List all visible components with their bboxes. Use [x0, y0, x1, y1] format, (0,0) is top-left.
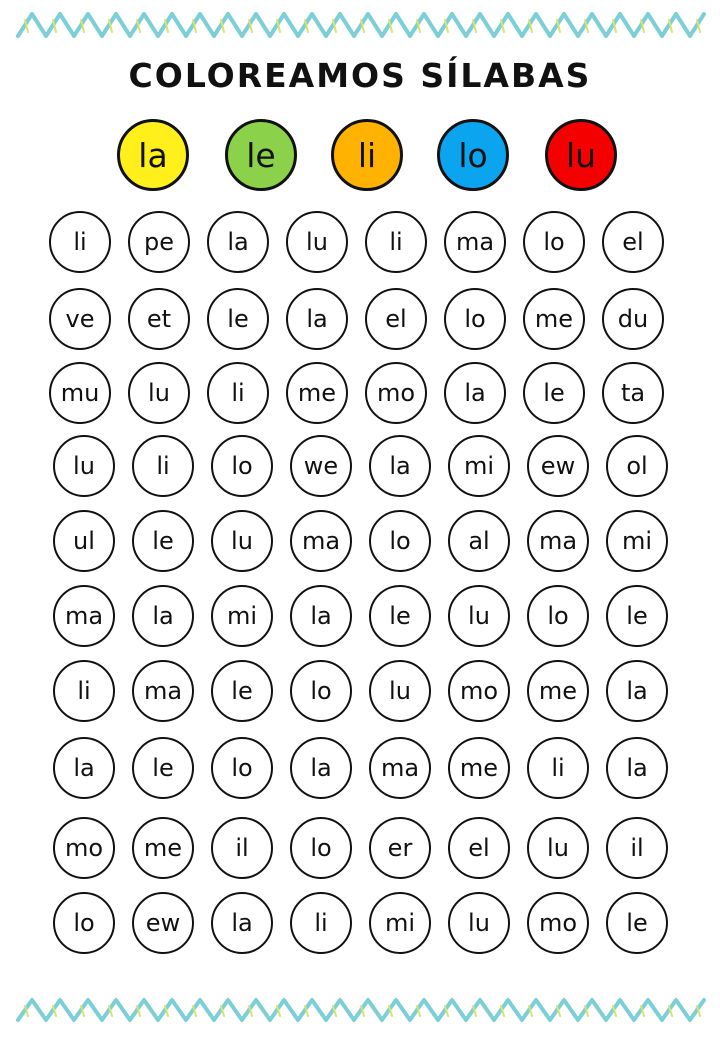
syllable-circle[interactable]: le	[606, 892, 668, 954]
syllable-circle[interactable]: lu	[448, 585, 510, 647]
syllable-circle[interactable]: du	[602, 288, 664, 350]
syllable-row	[0, 435, 720, 501]
legend-label: la	[138, 135, 168, 175]
syllable-circle[interactable]: me	[448, 737, 510, 799]
syllable-circle[interactable]: lo	[211, 737, 273, 799]
syllable-circle[interactable]: me	[132, 817, 194, 879]
syllable-circle[interactable]: mu	[49, 362, 111, 424]
syllable-circle[interactable]: li	[49, 211, 111, 273]
syllable-circle[interactable]: ew	[527, 435, 589, 497]
syllable-row	[0, 892, 720, 958]
syllable-circle[interactable]: la	[290, 585, 352, 647]
syllable-circle[interactable]: la	[211, 892, 273, 954]
syllable-circle[interactable]: mi	[211, 585, 273, 647]
syllable-circle[interactable]: lo	[290, 660, 352, 722]
syllable-circle[interactable]: lu	[286, 211, 348, 273]
syllable-circle[interactable]: lo	[527, 585, 589, 647]
legend-circle-la	[117, 119, 189, 191]
syllable-circle[interactable]: mo	[448, 660, 510, 722]
syllable-circle[interactable]: li	[207, 362, 269, 424]
syllable-circle[interactable]: lu	[448, 892, 510, 954]
syllable-circle[interactable]: al	[448, 510, 510, 572]
syllable-circle[interactable]: lo	[211, 435, 273, 497]
syllable-circle[interactable]: li	[365, 211, 427, 273]
syllable-circle[interactable]: le	[207, 288, 269, 350]
legend-circle-le	[225, 119, 297, 191]
syllable-circle[interactable]: ol	[606, 435, 668, 497]
syllable-circle[interactable]: et	[128, 288, 190, 350]
syllable-row	[0, 510, 720, 576]
syllable-row	[0, 660, 720, 726]
syllable-circle[interactable]: la	[207, 211, 269, 273]
syllable-circle[interactable]: ta	[602, 362, 664, 424]
syllable-circle[interactable]: lu	[53, 435, 115, 497]
syllable-circle[interactable]: li	[527, 737, 589, 799]
syllable-circle[interactable]: ve	[49, 288, 111, 350]
syllable-circle[interactable]: le	[132, 510, 194, 572]
syllable-circle[interactable]: el	[448, 817, 510, 879]
syllable-row	[0, 817, 720, 883]
syllable-circle[interactable]: me	[527, 660, 589, 722]
syllable-circle[interactable]: er	[369, 817, 431, 879]
syllable-circle[interactable]: la	[606, 660, 668, 722]
syllable-row	[0, 288, 720, 354]
syllable-circle[interactable]: lu	[211, 510, 273, 572]
syllable-circle[interactable]: mi	[448, 435, 510, 497]
syllable-row	[0, 585, 720, 651]
page-title: COLOREAMOS SÍLABAS	[128, 56, 592, 95]
syllable-circle[interactable]: la	[369, 435, 431, 497]
syllable-circle[interactable]: lo	[444, 288, 506, 350]
syllable-circle[interactable]: mi	[606, 510, 668, 572]
legend-label: le	[246, 135, 276, 175]
syllable-circle[interactable]: mi	[369, 892, 431, 954]
syllable-circle[interactable]: lu	[527, 817, 589, 879]
syllable-circle[interactable]: ma	[527, 510, 589, 572]
syllable-circle[interactable]: lo	[523, 211, 585, 273]
syllable-circle[interactable]: lo	[290, 817, 352, 879]
syllable-circle[interactable]: le	[369, 585, 431, 647]
bottom-zigzag-border	[0, 988, 720, 1034]
syllable-circle[interactable]: ma	[369, 737, 431, 799]
syllable-circle[interactable]: ma	[444, 211, 506, 273]
syllable-circle[interactable]: la	[132, 585, 194, 647]
legend-label: li	[357, 135, 377, 175]
syllable-circle[interactable]: lu	[128, 362, 190, 424]
syllable-circle[interactable]: mo	[527, 892, 589, 954]
syllable-circle[interactable]: ma	[290, 510, 352, 572]
syllable-circle[interactable]: ma	[132, 660, 194, 722]
syllable-circle[interactable]: la	[606, 737, 668, 799]
top-zigzag-border	[0, 0, 720, 46]
legend-label: lu	[565, 135, 597, 175]
syllable-circle[interactable]: me	[523, 288, 585, 350]
legend-circle-lo	[437, 119, 509, 191]
syllable-circle[interactable]: le	[211, 660, 273, 722]
syllable-circle[interactable]: el	[602, 211, 664, 273]
syllable-circle[interactable]: me	[286, 362, 348, 424]
syllable-circle[interactable]: lu	[369, 660, 431, 722]
legend-circle-li	[331, 119, 403, 191]
syllable-row	[0, 211, 720, 277]
syllable-circle[interactable]: ma	[53, 585, 115, 647]
syllable-circle[interactable]: we	[290, 435, 352, 497]
syllable-circle[interactable]: la	[53, 737, 115, 799]
syllable-row	[0, 362, 720, 428]
syllable-circle[interactable]: lo	[53, 892, 115, 954]
syllable-circle[interactable]: il	[211, 817, 273, 879]
syllable-circle[interactable]: el	[365, 288, 427, 350]
syllable-circle[interactable]: la	[286, 288, 348, 350]
syllable-circle[interactable]: la	[444, 362, 506, 424]
syllable-circle[interactable]: li	[290, 892, 352, 954]
color-legend	[117, 119, 619, 191]
syllable-circle[interactable]: la	[290, 737, 352, 799]
syllable-circle[interactable]: le	[606, 585, 668, 647]
syllable-circle[interactable]: mo	[53, 817, 115, 879]
syllable-circle[interactable]: le	[132, 737, 194, 799]
syllable-row	[0, 737, 720, 803]
legend-label: lo	[458, 135, 488, 175]
syllable-circle[interactable]: le	[523, 362, 585, 424]
syllable-circle[interactable]: ew	[132, 892, 194, 954]
syllable-circle[interactable]: il	[606, 817, 668, 879]
syllable-circle[interactable]: li	[132, 435, 194, 497]
syllable-circle[interactable]: li	[53, 660, 115, 722]
syllable-circle[interactable]: lo	[369, 510, 431, 572]
syllable-circle[interactable]: ul	[53, 510, 115, 572]
syllable-circle[interactable]: pe	[128, 211, 190, 273]
syllable-circle[interactable]: mo	[365, 362, 427, 424]
legend-circle-lu	[545, 119, 617, 191]
